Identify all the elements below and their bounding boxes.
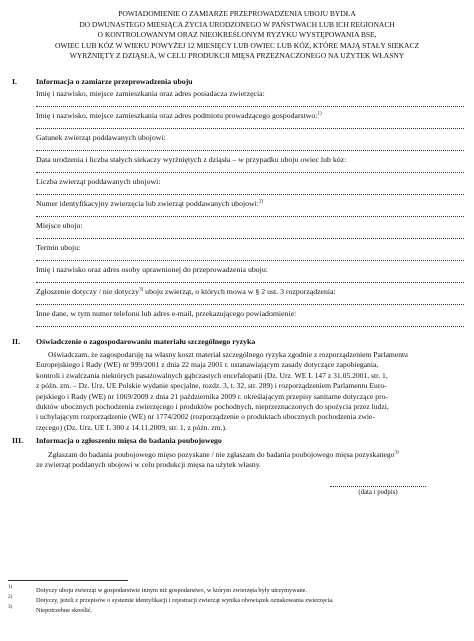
paragraph-line: kontroli i zwalczania niektórych pasażowalnych gąbczastych encefalopatii (Dz. Urz. WE L 147 z 31.05.2001, str. 1,: [36, 370, 388, 380]
paragraph-line: rzęcego) (Dz. Urz. UE L 300 z 14.11.2009, str. 1, z późn. zm.).: [36, 422, 227, 432]
paragraph-line: Zgłaszam do badania poubojowego mięso pozyskane / nie zgłaszam do badania poubojowego mięsa pozyskanego$^{3)}$: [48, 450, 399, 459]
signature-field[interactable]: [330, 486, 426, 487]
title-line: O KONTROLOWANYM ORAZ NIEOKREŚLONYM RYZYKU WYSTĘPOWANIA BSE,: [97, 30, 377, 40]
section-title: Informacja o zgłoszeniu mięsa do badania poubojowego: [36, 436, 222, 445]
field-input-farm-operator[interactable]: [36, 127, 464, 129]
footnote-mark: 3): [8, 605, 13, 610]
field-label-animal-id: Numer identyfikacyjny zwierzęcia lub zwierząt poddawanych ubojowi:$^{2)}$: [36, 199, 264, 208]
section-title: Informacja o zamiarze przeprowadzenia uboju: [36, 77, 193, 86]
section-number: I.: [12, 77, 17, 86]
paragraph-line: ze zwierząt poddanych ubojowi w celu produkcji mięsa na użytek własny.: [36, 460, 261, 470]
paragraph-line: Europejskiego i Rady (WE) nr 999/2001 z dnia 22 maja 2001 r. ustanawiającym zasady dotyczące zapobiegania,: [36, 360, 379, 370]
field-input-birth-date-incisors[interactable]: [36, 171, 464, 173]
declaration-paragraph: [36, 350, 464, 433]
field-input-contact[interactable]: [36, 325, 464, 327]
paragraph-line: duktów ubocznych pochodzenia zwierzęcego i produktów pochodnych, nieprzeznaczonych do spożycia przez ludzi,: [36, 402, 389, 412]
title-line: WYRŻNIĘTY Z DZIĄSŁA, W CELU PRODUKCJI MIĘSA PRZEZNACZONEGO NA UŻYTEK WŁASNY: [69, 51, 405, 61]
form-title: [8, 9, 466, 62]
title-line: POWIADOMIENIE O ZAMIARZE PRZEPROWADZENIA UBOJU BYDŁA: [118, 9, 356, 18]
footnote-divider: [8, 580, 128, 581]
inspection-paragraph: [36, 450, 464, 471]
paragraph-line: z późn. zm. – Dz. Urz. UE Polskie wydanie specjalne, rozdz. 3, t. 32, str. 289) i rozporządzeniem Parlamentu Euro-: [36, 381, 387, 391]
field-label-holder: Imię i nazwisko, miejsce zamieszkania oraz adres posiadacza zwierzęcia:: [36, 89, 265, 98]
footnote-mark: 2): [8, 595, 13, 600]
title-line: OWIEC LUB KÓZ W WIEKU POWYŻEJ 12 MIESIĘCY LUB OWIEC LUB KÓZ, KTÓRE MAJĄ STAŁY SIEKACZ: [54, 40, 420, 50]
footnote-text: Dotyczy uboju zwierząt w gospodarstwie innym niż gospodarstwo, w którym zwierzęta były utrzymywane.: [36, 587, 308, 594]
field-input-animal-id[interactable]: [36, 215, 464, 217]
section-number: III.: [12, 436, 24, 445]
section-title: Oświadczenie o zagospodarowaniu materiału szczególnego ryzyka: [36, 337, 256, 346]
field-input-applicability[interactable]: [36, 303, 464, 305]
field-input-slaughter-place[interactable]: [36, 237, 464, 239]
footnote-mark: 1): [8, 585, 13, 590]
field-label-species: Gatunek zwierząt poddawanych ubojowi:: [36, 133, 166, 142]
field-input-animal-count[interactable]: [36, 193, 464, 195]
field-label-slaughter-place: Miejsce uboju:: [36, 221, 83, 230]
field-label-contact: Inne dane, w tym numer telefonu lub adres e-mail, przekazującego powiadomienie:: [36, 309, 297, 318]
title-line: DO DWUNASTEGO MIESIĄCA ŻYCIA URODZONEGO W PAŃSTWACH LUB ICH REGIONACH: [79, 19, 395, 29]
field-input-species[interactable]: [36, 149, 464, 151]
section-number: II.: [12, 337, 21, 346]
field-input-slaughterer[interactable]: [36, 281, 464, 283]
field-label-applicability: Zgłoszenie dotyczy / nie dotyczy$^{3)}$ uboju zwierząt, o których mowa w § 2 ust. 3 rozporządzenia:: [36, 287, 336, 296]
footnote-text: Dotyczy, jeżeli z przepisów o systemie identyfikacji i rejestracji zwierząt wynika obowiązek oznakowania zwierzęcia.: [36, 597, 334, 604]
footnote-text: Niepotrzebne skreślić.: [36, 607, 93, 614]
field-input-holder[interactable]: [36, 105, 464, 107]
field-label-slaughter-date: Termin uboju:: [36, 243, 81, 252]
field-label-slaughterer: Imię i nazwisko oraz adres osoby uprawnionej do przeprowadzenia uboju:: [36, 265, 268, 274]
paragraph-line: Oświadczam, że zagospodaruję na własny koszt materiał szczególnego ryzyka zgodnie z rozporządzeniem Parlamentu: [48, 350, 408, 359]
signature-label: (data i podpis): [358, 489, 398, 496]
paragraph-line: i uchylającym rozporządzenie (WE) nr 1774/2002 (rozporządzenie o produktach ubocznych pochodzenia zwie-: [36, 412, 375, 422]
field-input-slaughter-date[interactable]: [36, 259, 464, 261]
field-label-animal-count: Liczba zwierząt poddawanych ubojowi:: [36, 177, 161, 186]
field-label-farm-operator: Imię i nazwisko, miejsce zamieszkania oraz adres podmiotu prowadzącego gospodarstwo:$^{1)}$: [36, 111, 322, 120]
field-label-birth-date-incisors: Data urodzenia i liczba stałych siekaczy wyrżniętych z dziąsła – w przypadku uboju owiec lub kóz:: [36, 155, 347, 164]
paragraph-line: pejskiego i Rady (WE) nr 1069/2009 z dnia 21 października 2009 r. określającym przepisy sanitarne dotyczące pro-: [36, 391, 388, 401]
